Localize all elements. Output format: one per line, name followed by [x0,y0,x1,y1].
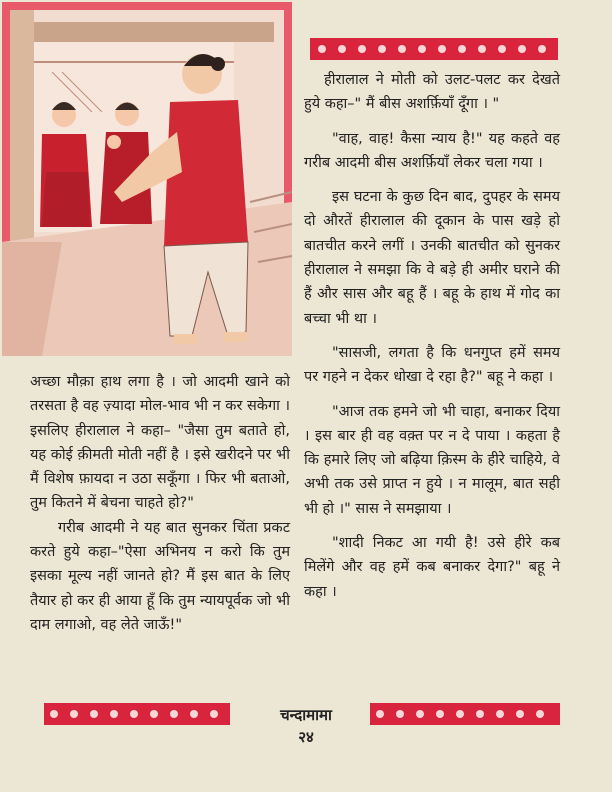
paragraph: हीरालाल ने मोती को उलट-पलट कर देखते हुये कहा–" मैं बीस अशर्फ़ियाँ दूँगा । " [304,72,560,113]
right-text-column [304,68,560,604]
border-pattern-icon [370,703,560,725]
border-pattern-icon [310,38,558,60]
border-pattern-icon [44,703,230,725]
top-decorative-border [310,38,558,60]
paragraph: गरीब आदमी ने यह बात सुनकर चिंता प्रकट करते हुये कहा–"ऐसा अभिनय न करो कि तुम इसका मूल्य नहीं जानते हो? मैं इस बात के लिए तैयार हो कर ही आया हूँ कि तुम न्यायपूर्वक जो भी दाम लगाओ, वह लेते जाऊँ!" [30,519,290,633]
paragraph: "सासजी, लगता है कि धनगुप्त हमें समय पर गहने न देकर धोखा दे रहा है?" बहू ने कहा । [304,344,560,386]
magazine-title: चन्दामामा [280,706,332,724]
market-scene-illustration [2,2,292,356]
story-illustration [2,2,292,356]
paragraph: इस घटना के कुछ दिन बाद, दुपहर के समय दो औरतें हीरालाल की दूकान के पास खड़े हो बातचीत करने लगीं । उनकी बातचीत को सुनकर हीरालाल ने समझा कि वे बड़े ही अमीर घराने की हैं और सास और बहू हैं । बहू के हाथ में गोद का बच्चा भी था । [304,189,560,327]
bottom-left-decorative-border [44,703,230,725]
page-number: २४ [298,728,314,746]
paragraph: अच्छा मौक़ा हाथ लगा है । जो आदमी खाने को तरसता है वह ज़्यादा मोल-भाव भी न कर सकेगा । इसलिए हीरालाल ने कहा– "जैसा तुम बताते हो, यह कोई क़ीमती मोती नहीं है । इसे खरीदने पर भी मैं विशेष फ़ायदा न उठा सकूँगा । फिर भी बताओ, तुम कितने में बेचना चाहते हो?" [30,374,290,512]
bottom-right-decorative-border [370,703,560,725]
paragraph: "वाह, वाह! कैसा न्याय है!" यह कहते वह गरीब आदमी बीस अशर्फ़ियाँ लेकर चला गया । [304,130,560,171]
paragraph: "आज तक हमने जो भी चाहा, बनाकर दिया । इस बार ही वह वक़्त पर न दे पाया । कहता है कि हमारे लिए जो बढ़िया क़िस्म के हीरे चाहिये, वे अभी तक उसे प्राप्त न हुये । न मालूम, बात सही भी हो ।" सास ने समझाया । [304,403,560,517]
left-text-column [30,370,290,637]
paragraph: "शादी निकट आ गयी है! उसे हीरे कब मिलेंगे और वह हमें कब बनाकर देगा?" बहू ने कहा । [304,535,560,600]
